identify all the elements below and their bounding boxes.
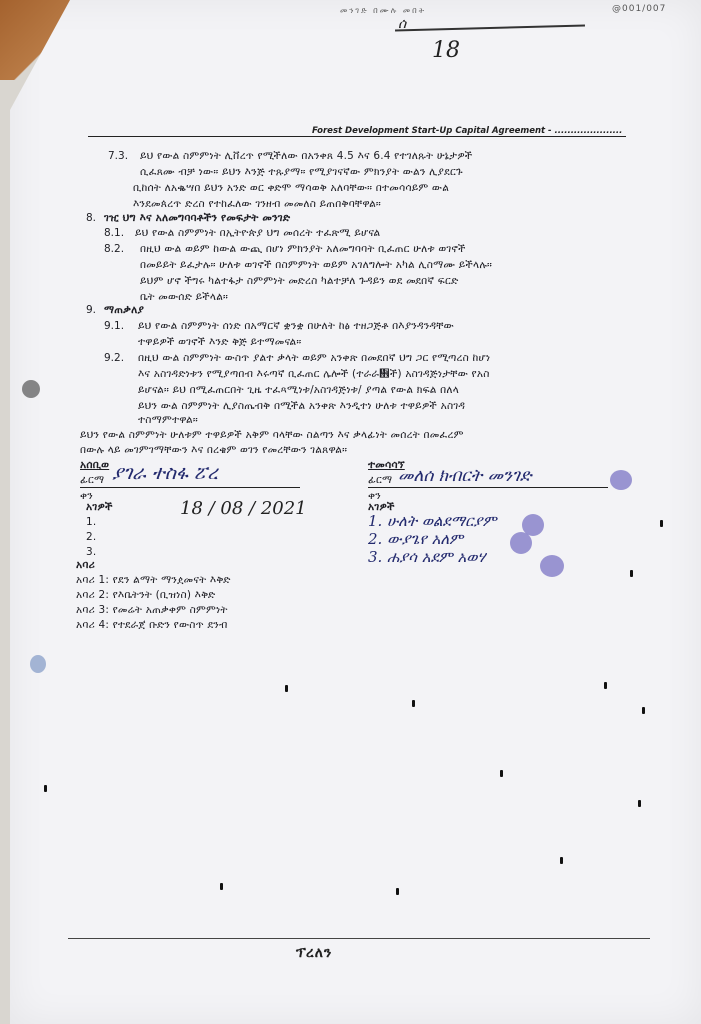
annex-heading: አባሪ bbox=[76, 559, 95, 571]
header-rule bbox=[88, 136, 626, 137]
clause-line: በዚህ ውል ስምምነት ውስጥ ያልተ ቃላት ወይም አንቀጽ በመደበኛ ህግ ጋር የሚጣረስ ከሆነ bbox=[138, 352, 491, 364]
clause-number: 8.2. bbox=[104, 243, 125, 255]
annex-item: አባሪ 3: የመሬት አጠቃቀም ስምምነት bbox=[76, 604, 228, 616]
left-sign-line bbox=[80, 487, 300, 488]
closing-line: በውሉ ላይ መገምገማቸውን እና በረቄም ወገን የመረቸውን ገልጸዋል። bbox=[80, 444, 348, 456]
clause-line: ይሆናል። ይህ በሚፈጠርበት ጊዜ ተፈጻሚነቱ/አስገዳጅነቱ/ ያጣል የውል ክፍል በለላ bbox=[138, 384, 459, 396]
clause-line: ተዋይዎች ወገኖች እንድ ቅጅ ይተማመናል። bbox=[138, 336, 302, 348]
right-date-label: ቀን bbox=[368, 490, 381, 502]
ink-seal-mark bbox=[610, 470, 632, 490]
left-party-title: አሰቢወ bbox=[80, 459, 110, 471]
clause-line: ተስማምተዋል። bbox=[138, 414, 198, 426]
top-strip-text: መንገድ በሙሉ መበት bbox=[340, 6, 427, 15]
scan-speck bbox=[285, 685, 288, 692]
right-witness-1: 1. ሁለት ወልደማርያም bbox=[368, 512, 497, 530]
left-witness-2: 2. bbox=[86, 531, 97, 543]
scan-speck bbox=[630, 570, 633, 577]
right-sign-label: ፊርማ bbox=[368, 474, 393, 486]
clause-line: ይህ የውል ስምምነት ሊቨረጥ የሚችለው በአንቀጸ 4.5 እና 6.4 የተገለጹት ሁኔታዎች bbox=[140, 150, 473, 162]
right-party-title: ተመሳሳኘ bbox=[368, 459, 405, 471]
left-witness-label: አገዎች bbox=[86, 501, 113, 513]
right-witness-2: 2. ውያጌየ አለም bbox=[368, 530, 464, 548]
footer-rule bbox=[68, 938, 650, 939]
scan-speck bbox=[44, 785, 47, 792]
clause-line: ይህ የውል ስምምነት ሰነድ በአማርኛ ቋንቋ በሁለት ከፅ ተዘጋጅቶ በእያንዳንዳቸው bbox=[138, 320, 454, 332]
clause-line: እና አስገዳድነቱን የሚያጣበብ እሩጣኛ ቢፈጠር ሌሎች (ተራራ኎ች) አስገዳጅነታቸው የአስ bbox=[138, 368, 490, 380]
left-sign-label: ፊርማ bbox=[80, 474, 105, 486]
clause-line: ይህ የውል ስምምነት በኢትዮጵያ ህግ መሰረት ተፈጽሚ ይሆናል bbox=[135, 227, 381, 239]
clause-number: 8.1. bbox=[104, 227, 125, 239]
scan-speck bbox=[220, 883, 223, 890]
scan-speck bbox=[560, 857, 563, 864]
clause-number: 9.2. bbox=[104, 352, 125, 364]
clause-line: በዚህ ውል ወይም ከውል ውጪ በሆነ ምክንያት አለመግባባት ቢፈጠር ሁለቱ ወገኖች bbox=[140, 243, 466, 255]
clause-number: 7.3. bbox=[108, 150, 129, 162]
ink-seal-mark bbox=[540, 555, 564, 577]
left-date-label: ቀን bbox=[80, 490, 93, 502]
right-signature: መለሰ ክብርት መንገድ bbox=[398, 466, 532, 486]
scan-speck bbox=[412, 700, 415, 707]
scan-speck bbox=[660, 520, 663, 527]
left-date-handwritten: 18 / 08 / 2021 bbox=[180, 498, 307, 519]
left-signature: ያገራ ተስፋ ፘረ bbox=[112, 462, 218, 484]
section-heading: ገዢ ህግ እና አለመግባባቶችን የመፍታት መንገድ bbox=[104, 212, 291, 224]
page-number: 18 bbox=[432, 38, 460, 63]
annex-item: አባሪ 2: የእቤትንት (ቢዝነስ) እቅድ bbox=[76, 589, 216, 601]
left-witness-1: 1. bbox=[86, 516, 97, 528]
left-witness-3: 3. bbox=[86, 546, 97, 558]
right-sign-line bbox=[368, 487, 608, 488]
clause-line: ቢከሰት ለአቈሣበ ይህን አንድ ወር ቀድሞ ማሳወቅ አለባቸው። በተመሳሳይም ውል bbox=[133, 182, 450, 194]
section-number: 9. bbox=[86, 304, 97, 316]
clause-line: ይህም ሆኖ ችግሩ ካልተፋታ ስምምነት መድረስ ካልተቻለ ጉዳይን ወደ መደበኛ ፍርድ bbox=[140, 275, 459, 287]
annex-item: አባሪ 1: የደን ልማት ማንዸመናት እቅድ bbox=[76, 574, 231, 586]
scan-speck bbox=[500, 770, 503, 777]
ink-seal-mark bbox=[510, 532, 532, 554]
section-heading: ማጠቃለያ bbox=[104, 304, 145, 316]
scan-speck bbox=[638, 800, 641, 807]
handwritten-mark: ሰ bbox=[398, 16, 407, 32]
clause-line: በመይይት ይፈታሉ። ሁለቱ ወገኖች በስምምነት ወይም አገለግሎት አካል ሊስማሙ ይችላሉ። bbox=[140, 259, 493, 271]
reference-stamp: @001/007 bbox=[612, 4, 667, 14]
clause-number: 9.1. bbox=[104, 320, 125, 332]
scan-speck bbox=[642, 707, 645, 714]
footer-stamp: ፕረለን bbox=[296, 945, 333, 961]
clause-line: ይህን ውል ስምምነት ሊያስጤብቅ በሚችል አንቀጽ እንዲተነ ሁለቱ ተዋይዎች አስገዳ bbox=[138, 400, 466, 412]
document-header: Forest Development Start-Up Capital Agreement - ..................... bbox=[312, 126, 623, 136]
clause-line: ቤት መውሰድ ይችላል። bbox=[140, 291, 229, 303]
scan-speck bbox=[396, 888, 399, 895]
closing-line: ይህን የውል ስምምነት ሁለቱም ተዋይዎች አቅም ባላቸው ስልጣን እና ቃላፊነት መሰረት በመፈረም bbox=[80, 429, 464, 441]
clause-line: እንደመጰረጥ ድረስ የተከፈለው ገንዘብ መመለስ ይጠበቅባቸዋል። bbox=[133, 198, 382, 210]
annex-item: አባሪ 4: የተደራጀ ቡድን የውስጥ ደንብ bbox=[76, 619, 228, 631]
right-witness-3: 3. ሐያሳ አደም አወሃ bbox=[368, 548, 486, 566]
punch-hole bbox=[22, 380, 40, 398]
right-witness-label: አገዎች bbox=[368, 501, 395, 513]
punch-hole bbox=[30, 655, 46, 673]
clause-line: ሲፈጸሙ ብቻ ነው። ይህን እንጅ ተጹያማ። የሚያገናኛው ምክንያት ውልን ሊያደርጉ bbox=[140, 166, 463, 178]
section-number: 8. bbox=[86, 212, 97, 224]
scan-speck bbox=[604, 682, 607, 689]
